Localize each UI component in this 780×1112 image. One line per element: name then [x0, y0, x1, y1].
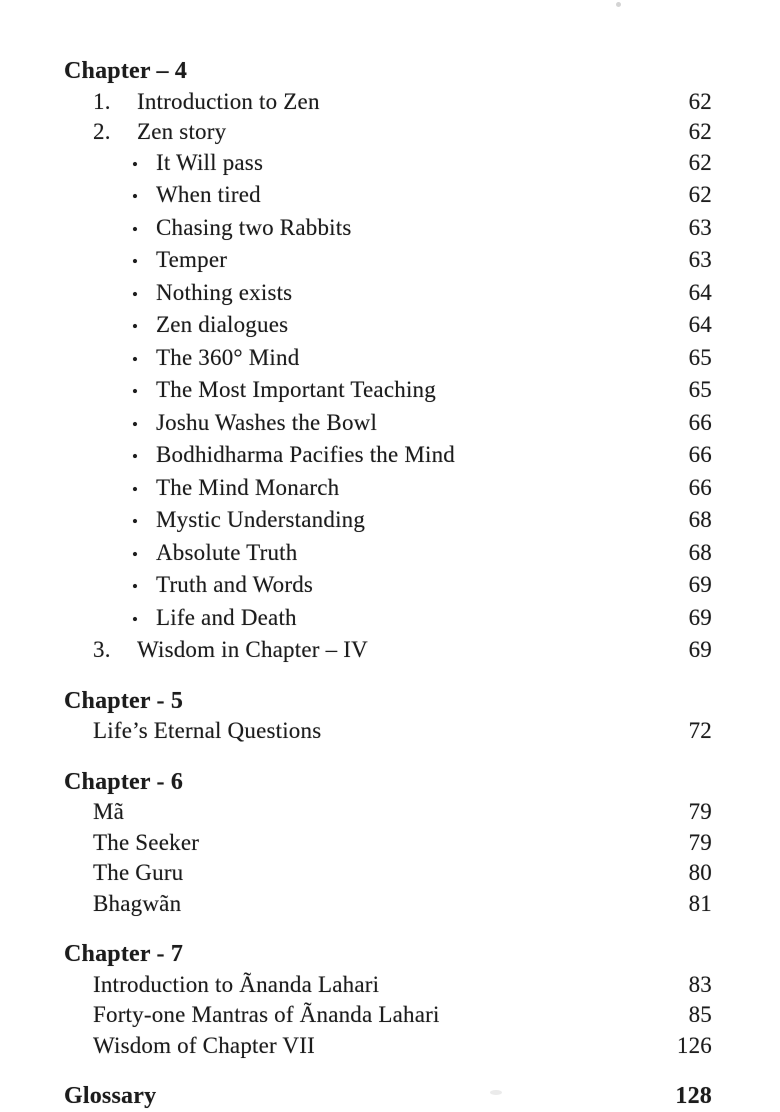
page-number: 66: [688, 409, 712, 435]
toc-entry-row: [64, 473, 712, 506]
entry-title: The Seeker: [93, 829, 200, 855]
chapter-title: Chapter – 4: [64, 58, 188, 84]
bullet-icon: •: [132, 187, 139, 206]
toc-entry-row: [64, 858, 712, 889]
bullet-icon: •: [132, 317, 139, 336]
entry-title: The Mind Monarch: [156, 474, 340, 500]
toc-entry-row: [64, 970, 712, 1001]
bullet-icon: •: [132, 252, 139, 271]
toc-entry-row: [64, 148, 712, 181]
entry-title: Wisdom in Chapter – IV: [137, 637, 368, 662]
toc-list: [64, 56, 712, 1112]
toc-entry-row: [64, 1000, 712, 1031]
entry-title: Joshu Washes the Bowl: [156, 409, 378, 435]
toc-entry-row: [64, 538, 712, 571]
toc-entry-row: [64, 245, 712, 278]
entry-title: It Will pass: [156, 149, 264, 175]
page-number: 63: [688, 247, 712, 272]
bullet-icon: •: [132, 284, 139, 304]
chapter-title: Chapter - 5: [64, 687, 184, 714]
entry-title: Bhagwãn: [93, 890, 182, 916]
toc-entry-row: [64, 797, 712, 828]
entry-title: Zen story: [137, 119, 227, 144]
toc-entry-row: [64, 180, 712, 213]
toc-entry-row: [64, 889, 712, 920]
bullet-icon: •: [132, 219, 139, 239]
page-number: 126: [676, 1032, 712, 1058]
toc-entry-row: [64, 828, 712, 859]
page-number: 69: [688, 604, 712, 630]
toc-heading-row: [64, 56, 712, 87]
page-number: 62: [688, 149, 712, 175]
entry-title: Truth and Words: [156, 572, 314, 597]
entry-title: Absolute Truth: [156, 539, 298, 565]
toc-entry-row: [64, 87, 712, 118]
page-number: 64: [688, 279, 712, 305]
entry-title: Wisdom of Chapter VII: [93, 1032, 315, 1058]
toc-entry-row: [64, 408, 712, 441]
page-number: 65: [688, 377, 712, 402]
bullet-icon: •: [132, 479, 139, 499]
page-number: 63: [688, 214, 712, 240]
entry-title: Nothing exists: [156, 279, 293, 305]
page-number: 79: [688, 799, 712, 824]
chapter-title: Glossary: [64, 1083, 157, 1109]
page-number: 62: [688, 88, 712, 114]
bullet-icon: •: [132, 512, 139, 531]
page-number: 72: [688, 718, 712, 743]
entry-title: Bodhidharma Pacifies the Mind: [156, 442, 455, 467]
entry-title: Introduction to Ãnanda Lahari: [93, 971, 380, 997]
chapter-title: Chapter - 6: [64, 768, 184, 795]
bullet-icon: •: [132, 609, 139, 629]
entry-title: Chasing two Rabbits: [156, 214, 352, 240]
toc-entry-row: [64, 440, 712, 473]
item-number: 2.: [93, 119, 111, 144]
page-number: 64: [688, 312, 712, 337]
page-number: 62: [688, 182, 712, 207]
page-number: 65: [688, 344, 712, 370]
toc-entry-row: [64, 1031, 712, 1062]
page-number: 68: [688, 539, 712, 565]
toc-entry-row: [64, 716, 712, 747]
toc-entry-row: [64, 570, 712, 603]
bullet-icon: •: [132, 544, 139, 564]
entry-title: Forty-one Mantras of Ãnanda Lahari: [93, 1002, 440, 1027]
page-number: 62: [688, 119, 712, 144]
toc-entry-row: [64, 375, 712, 408]
entry-title: Life and Death: [156, 604, 297, 630]
page-number: 128: [675, 1083, 712, 1109]
toc-entry-row: [64, 343, 712, 376]
entry-title: Mystic Understanding: [156, 507, 366, 532]
page-number: 69: [688, 637, 712, 662]
toc-entry-row: [64, 278, 712, 311]
entry-title: The Most Important Teaching: [156, 377, 436, 402]
entry-title: When tired: [156, 182, 261, 207]
toc-heading-row: [64, 767, 712, 798]
toc-entry-row: [64, 603, 712, 636]
page-number: 66: [688, 474, 712, 500]
bullet-icon: •: [132, 349, 139, 369]
entry-title: The 360° Mind: [156, 344, 300, 370]
page-number: 69: [688, 572, 712, 597]
entry-title: The Guru: [93, 860, 184, 885]
bullet-icon: •: [132, 447, 139, 466]
toc-entry-row: [64, 117, 712, 148]
entry-title: Mã: [93, 799, 125, 824]
page-number: 81: [688, 890, 712, 916]
toc-heading-row: [64, 939, 712, 970]
page-number: 85: [688, 1002, 712, 1027]
entry-title: Temper: [156, 247, 228, 272]
toc-entry-row: [64, 213, 712, 246]
bullet-icon: •: [132, 414, 139, 434]
entry-title: Life’s Eternal Questions: [93, 718, 322, 743]
toc-heading-row: [64, 1081, 712, 1112]
toc-entry-row: [64, 505, 712, 538]
entry-title: Introduction to Zen: [137, 88, 320, 114]
chapter-title: Chapter - 7: [64, 941, 184, 967]
toc-entry-row: [64, 310, 712, 343]
item-number: 1.: [93, 88, 111, 114]
bullet-icon: •: [132, 577, 139, 596]
page-number: 83: [688, 971, 712, 997]
bullet-icon: •: [132, 382, 139, 401]
page-number: 79: [688, 829, 712, 855]
entry-title: Zen dialogues: [156, 312, 289, 337]
toc-entry-row: [64, 635, 712, 666]
item-number: 3.: [93, 637, 111, 662]
page-number: 66: [688, 442, 712, 467]
bullet-icon: •: [132, 154, 139, 174]
toc-heading-row: [64, 686, 712, 717]
page-number: 80: [688, 860, 712, 885]
page-number: 68: [688, 507, 712, 532]
